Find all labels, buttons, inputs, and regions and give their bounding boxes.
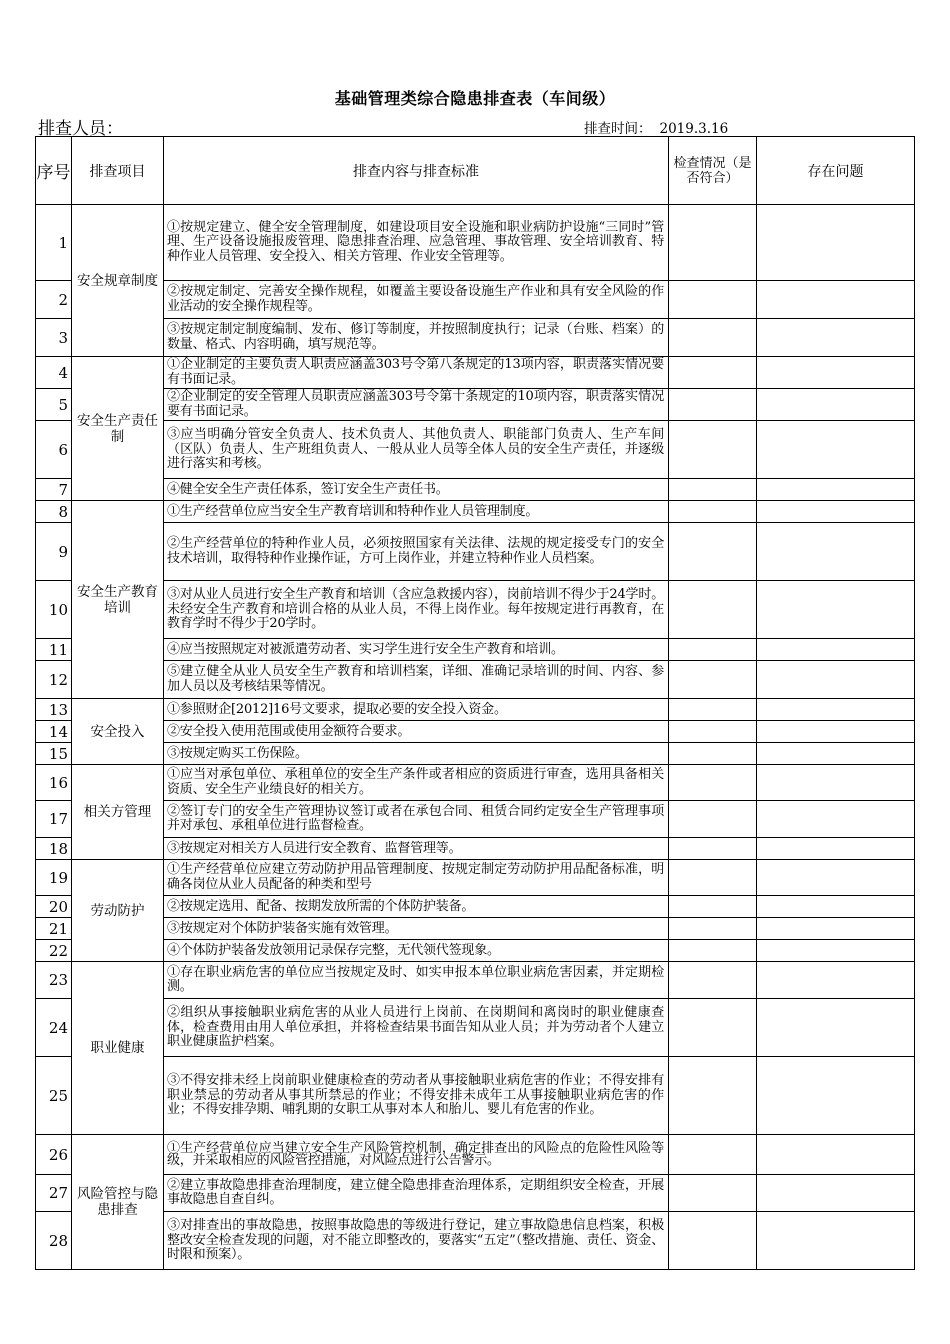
header-issue: 存在问题 [757,137,915,205]
table-row [36,838,915,860]
issue-cell[interactable] [757,661,915,699]
table-row [36,479,915,501]
issue-cell[interactable] [757,838,915,860]
row-number: 17 [36,801,72,838]
issue-cell[interactable] [757,479,915,501]
inspection-content: ②按规定选用、配备、按期发放所需的个体防护装备。 [164,896,669,918]
row-number: 19 [36,860,72,896]
row-number: 22 [36,940,72,962]
check-status-cell[interactable] [669,1212,757,1270]
check-status-cell[interactable] [669,699,757,721]
table-row [36,999,915,1057]
issue-cell[interactable] [757,699,915,721]
table-row [36,661,915,699]
row-number: 4 [36,357,72,389]
check-status-cell[interactable] [669,962,757,999]
header-content: 排查内容与排查标准 [164,137,669,205]
issue-cell[interactable] [757,765,915,801]
issue-cell[interactable] [757,940,915,962]
inspection-content: ④健全安全生产责任体系，签订安全生产责任书。 [164,479,669,501]
table-row [36,523,915,581]
page-title: 基础管理类综合隐患排查表（车间级） [334,89,616,108]
table-row [36,357,915,389]
row-number: 27 [36,1175,72,1212]
inspection-content: ②企业制定的安全管理人员职责应涵盖303号令第十条规定的10项内容，职责落实情况要有书面记录。 [164,389,669,421]
table-row [36,581,915,639]
row-number: 5 [36,389,72,421]
time-label: 排查时间： [584,121,652,137]
issue-cell[interactable] [757,1212,915,1270]
table-row [36,421,915,479]
check-status-cell[interactable] [669,765,757,801]
inspection-time [584,117,728,137]
table-row [36,962,915,999]
issue-cell[interactable] [757,281,915,319]
inspection-content: ③不得安排未经上岗前职业健康检查的劳动者从事接触职业病危害的作业；不得安排有职业禁忌的劳动者从事其所禁忌的作业；不得安排未成年工从事接触职业病危害的作业；不得安排孕期、哺乳期的女职工从事对本人和胎儿、婴儿有危害的作业。 [164,1057,669,1135]
row-number: 26 [36,1135,72,1175]
issue-cell[interactable] [757,743,915,765]
issue-cell[interactable] [757,801,915,838]
inspection-item: 劳动防护 [72,860,164,962]
table-row [36,721,915,743]
check-status-cell[interactable] [669,860,757,896]
check-status-cell[interactable] [669,1057,757,1135]
row-number: 2 [36,281,72,319]
check-status-cell[interactable] [669,918,757,940]
row-number: 25 [36,1057,72,1135]
inspection-content: ③应当明确分管安全负责人、技术负责人、其他负责人、职能部门负责人、生产车间（区队）负责人、生产班组负责人、一般从业人员等全体人员的安全生产责任，并逐级进行落实和考核。 [164,421,669,479]
table-row [36,389,915,421]
check-status-cell[interactable] [669,319,757,357]
check-status-cell[interactable] [669,801,757,838]
issue-cell[interactable] [757,501,915,523]
row-number: 11 [36,639,72,661]
inspection-content: ①企业制定的主要负责人职责应涵盖303号令第八条规定的13项内容，职责落实情况要有书面记录。 [164,357,669,389]
check-status-cell[interactable] [669,479,757,501]
table-row [36,896,915,918]
inspection-content: ②签订专门的安全生产管理协议签订或者在承包合同、租赁合同约定安全生产管理事项并对承包、承租单位进行监督检查。 [164,801,669,838]
check-status-cell[interactable] [669,639,757,661]
inspection-content: ④应当按照规定对被派遣劳动者、实习学生进行安全生产教育和培训。 [164,639,669,661]
row-number: 24 [36,999,72,1057]
header-item: 排查项目 [72,137,164,205]
table-row [36,1057,915,1135]
row-number: 3 [36,319,72,357]
table-row [36,1175,915,1212]
inspection-item: 安全规章制度 [72,205,164,357]
issue-cell[interactable] [757,896,915,918]
inspection-content: ①生产经营单位应当安全生产教育培训和特种作业人员管理制度。 [164,501,669,523]
row-number: 7 [36,479,72,501]
issue-cell[interactable] [757,389,915,421]
table-row [36,501,915,523]
row-number: 6 [36,421,72,479]
check-status-cell[interactable] [669,357,757,389]
table-body [36,205,915,1270]
inspection-content: ①生产经营单位应当建立安全生产风险管控机制，确定排查出的风险点的危险性风险等级，并采取相应的风险管控措施，对风险点进行公告警示。 [164,1135,669,1175]
row-number: 8 [36,501,72,523]
inspector-label: 排查人员： [38,119,123,139]
check-status-cell[interactable] [669,205,757,281]
inspection-content: ②建立事故隐患排查治理制度，建立健全隐患排查治理体系，定期组织安全检查，开展事故隐患自查自纠。 [164,1175,669,1212]
check-status-cell[interactable] [669,389,757,421]
issue-cell[interactable] [757,962,915,999]
inspection-content: ②按规定制定、完善安全操作规程，如覆盖主要设备设施生产作业和具有安全风险的作业活动的安全操作规程等。 [164,281,669,319]
inspection-item: 风险管控与隐患排查 [72,1135,164,1270]
issue-cell[interactable] [757,918,915,940]
row-number: 12 [36,661,72,699]
header-no: 序号 [36,137,72,205]
inspection-content: ①按规定建立、健全安全管理制度，如建设项目安全设施和职业病防护设施“三同时”管理、生产设备设施报废管理、隐患排查治理、应急管理、事故管理、安全培训教育、特种作业人员管理、安全投入、相关方管理、作业安全管理等。 [164,205,669,281]
issue-cell[interactable] [757,357,915,389]
inspection-content: ①生产经营单位应建立劳动防护用品管理制度、按规定制定劳动防护用品配备标准，明确各岗位从业人员配备的种类和型号 [164,860,669,896]
issue-cell[interactable] [757,205,915,281]
check-status-cell[interactable] [669,721,757,743]
row-number: 9 [36,523,72,581]
issue-cell[interactable] [757,581,915,639]
check-status-cell[interactable] [669,896,757,918]
check-status-cell[interactable] [669,940,757,962]
issue-cell[interactable] [757,319,915,357]
issue-cell[interactable] [757,1057,915,1135]
row-number: 14 [36,721,72,743]
row-number: 20 [36,896,72,918]
inspection-content: ②组织从事接触职业病危害的从业人员进行上岗前、在岗期间和离岗时的职业健康查体，检查费用由用人单位承担，并将检查结果书面告知从业人员；并为劳动者个人建立职业健康监护档案。 [164,999,669,1057]
header-row [36,137,915,205]
table-row [36,639,915,661]
check-status-cell[interactable] [669,421,757,479]
inspection-content: ③对从业人员进行安全生产教育和培训（含应急救援内容），岗前培训不得少于24学时。未经安全生产教育和培训合格的从业人员，不得上岗作业。每年按规定进行再教育，在教育学时不得少于20学时。 [164,581,669,639]
inspection-item: 相关方管理 [72,765,164,860]
time-value: 2019.3.16 [659,121,729,137]
issue-cell[interactable] [757,421,915,479]
check-status-cell[interactable] [669,1175,757,1212]
inspection-content: ③按规定对个体防护装备实施有效管理。 [164,918,669,940]
inspection-content: ①参照财企[2012]16号文要求，提取必要的安全投入资金。 [164,699,669,721]
table-row [36,743,915,765]
inspection-item: 安全生产教育培训 [72,501,164,699]
row-number: 15 [36,743,72,765]
table-row [36,940,915,962]
row-number: 18 [36,838,72,860]
issue-cell[interactable] [757,1175,915,1212]
table-row [36,918,915,940]
check-status-cell[interactable] [669,661,757,699]
row-number: 21 [36,918,72,940]
table-row [36,1212,915,1270]
inspection-table [35,136,915,1270]
issue-cell[interactable] [757,721,915,743]
table-row [36,699,915,721]
check-status-cell[interactable] [669,838,757,860]
row-number: 16 [36,765,72,801]
inspection-content: ①应当对承包单位、承租单位的安全生产条件或者相应的资质进行审查，选用具备相关资质、安全生产业绩良好的相关方。 [164,765,669,801]
inspection-content: ④个体防护装备发放领用记录保存完整，无代领代签现象。 [164,940,669,962]
inspection-content: ③对排查出的事故隐患，按照事故隐患的等级进行登记，建立事故隐患信息档案，积极整改安全检查发现的问题，对不能立即整改的，要落实“五定”（整改措施、责任、资金、时限和预案）。 [164,1212,669,1270]
inspection-content: ③按规定制定制度编制、发布、修订等制度，并按照制度执行；记录（台账、档案）的数量、格式、内容明确，填写规范等。 [164,319,669,357]
inspection-content: ③按规定对相关方人员进行安全教育、监督管理等。 [164,838,669,860]
check-status-cell[interactable] [669,743,757,765]
inspection-content: ⑤建立健全从业人员安全生产教育和培训档案，详细、准确记录培训的时间、内容、参加人员以及考核结果等情况。 [164,661,669,699]
check-status-cell[interactable] [669,523,757,581]
issue-cell[interactable] [757,523,915,581]
check-status-cell[interactable] [669,581,757,639]
inspection-item: 安全生产责任制 [72,357,164,501]
check-status-cell[interactable] [669,281,757,319]
table-row [36,1135,915,1175]
table-row [36,319,915,357]
inspection-content: ①存在职业病危害的单位应当按规定及时、如实申报本单位职业病危害因素，并定期检测。 [164,962,669,999]
table-row [36,765,915,801]
table-row [36,860,915,896]
table-row [36,205,915,281]
inspection-item: 职业健康 [72,962,164,1135]
table-row [36,801,915,838]
inspection-content: ③按规定购买工伤保险。 [164,743,669,765]
row-number: 23 [36,962,72,999]
table-row [36,281,915,319]
issue-cell[interactable] [757,999,915,1057]
inspection-item: 安全投入 [72,699,164,765]
inspection-content: ②安全投入使用范围或使用金额符合要求。 [164,721,669,743]
header-check: 检查情况（是否符合） [669,137,757,205]
row-number: 10 [36,581,72,639]
row-number: 1 [36,205,72,281]
issue-cell[interactable] [757,639,915,661]
check-status-cell[interactable] [669,1135,757,1175]
inspection-content: ②生产经营单位的特种作业人员，必须按照国家有关法律、法规的规定接受专门的安全技术培训，取得特种作业操作证，方可上岗作业，并建立特种作业人员档案。 [164,523,669,581]
check-status-cell[interactable] [669,501,757,523]
issue-cell[interactable] [757,1135,915,1175]
row-number: 28 [36,1212,72,1270]
issue-cell[interactable] [757,860,915,896]
check-status-cell[interactable] [669,999,757,1057]
row-number: 13 [36,699,72,721]
